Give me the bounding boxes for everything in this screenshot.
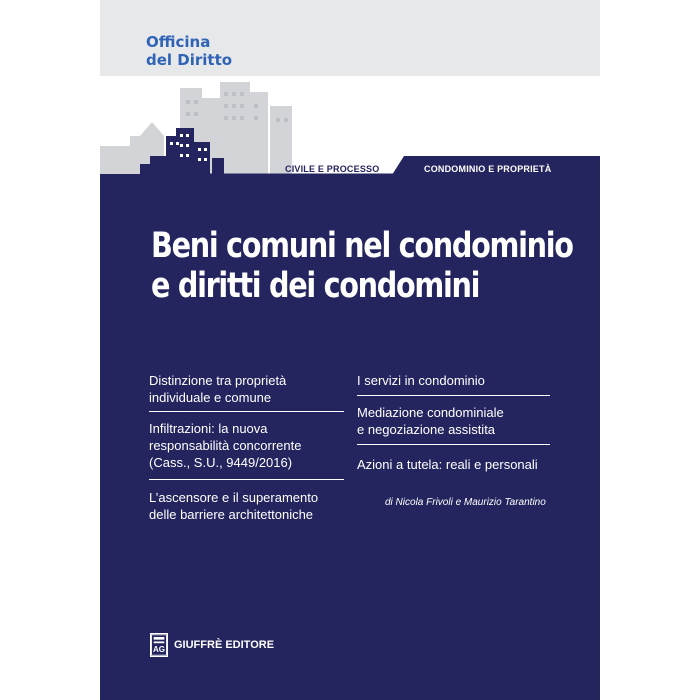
topic-line: L’ascensore e il superamento (149, 490, 319, 505)
divider (357, 444, 550, 445)
divider (357, 395, 550, 396)
topic-line: e negoziazione assistita (357, 422, 496, 437)
series-tag-civile: CIVILE E PROCESSO (285, 164, 380, 174)
topic-line: (Cass., S.U., 9449/2016) (149, 455, 293, 470)
city-skyline-illustration (100, 78, 600, 178)
title-line-1: Beni comuni nel condominio (151, 226, 573, 266)
topic-left-3 (149, 489, 318, 523)
topic-line: delle barriere architettoniche (149, 507, 314, 522)
topic-left-1 (149, 372, 286, 406)
publisher-name: GIUFFRÈ EDITORE (174, 639, 275, 651)
title-line-2: e diritti dei condomini (151, 266, 480, 306)
topic-right-1 (357, 372, 485, 389)
topic-line: I servizi in condominio (357, 373, 485, 388)
book-title (151, 226, 573, 306)
series-tag-condominio: CONDOMINIO E PROPRIETÀ (424, 164, 552, 174)
series-brand (146, 33, 232, 69)
topic-line: Azioni a tutela: reali e personali (357, 457, 538, 472)
topic-line: Infiltrazioni: la nuova (149, 421, 268, 436)
topic-line: individuale e comune (149, 390, 272, 405)
brand-line-2: del Diritto (146, 51, 233, 69)
topic-left-2 (149, 420, 301, 471)
divider (149, 411, 344, 412)
brand-line-1: Officina (146, 33, 211, 51)
topic-line: responsabilità concorrente (149, 438, 302, 453)
divider (149, 479, 344, 480)
topic-right-2 (357, 404, 504, 438)
topic-line: Mediazione condominiale (357, 405, 504, 420)
publisher-logo-text: AG (153, 645, 165, 654)
topic-right-3 (357, 456, 538, 473)
topic-line: Distinzione tra proprietà (149, 373, 287, 388)
book-authors: di Nicola Frivoli e Maurizio Tarantino (385, 497, 546, 508)
book-cover (100, 0, 600, 700)
